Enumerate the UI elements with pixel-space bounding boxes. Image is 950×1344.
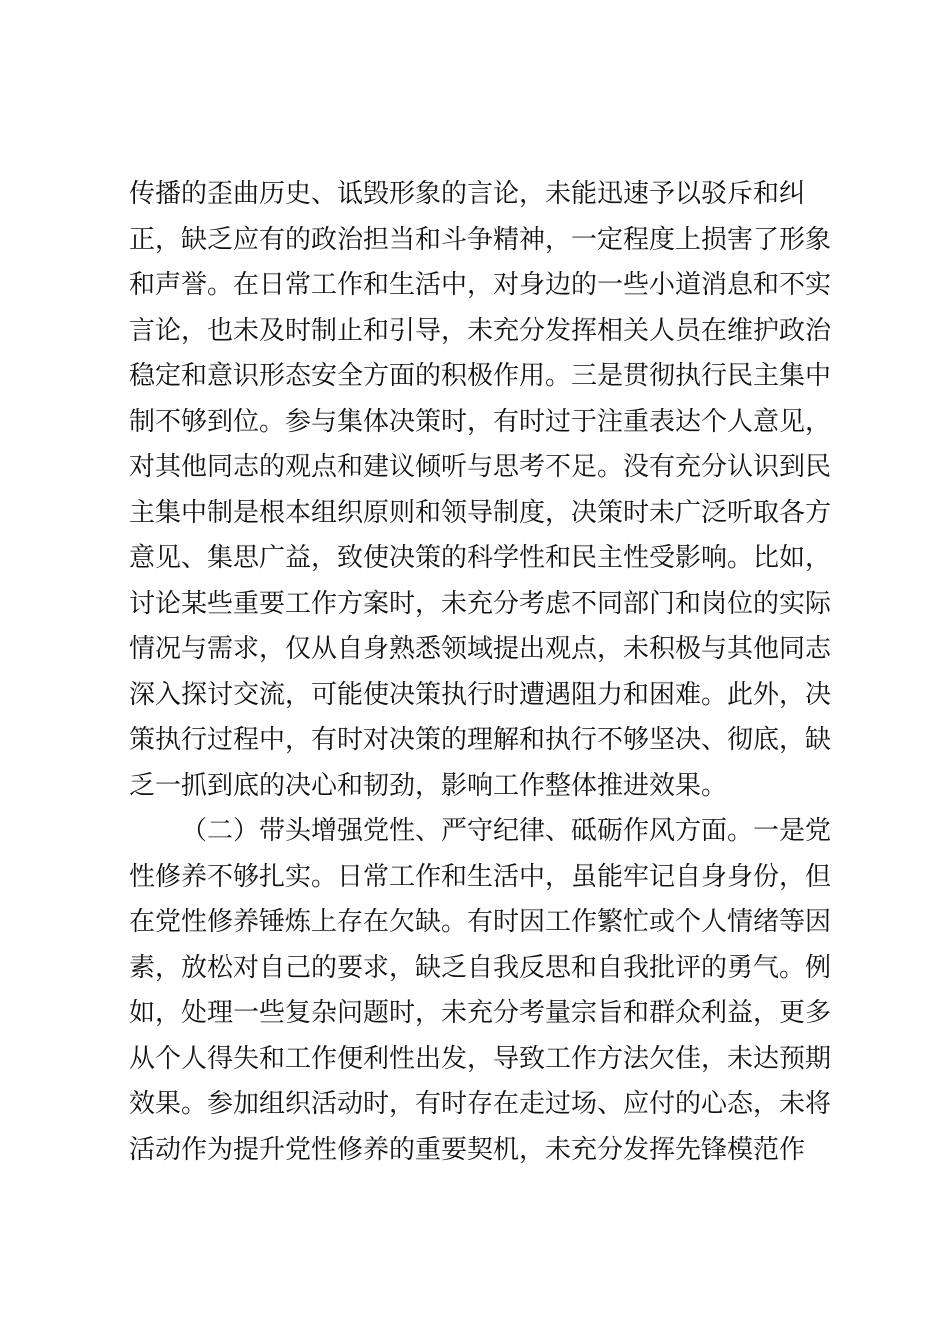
text-line-4: 言论，也未及时制止和引导，未充分发挥相关人员在维护政治 bbox=[129, 315, 832, 346]
text-line-14: 乏一抓到底的决心和韧劲，影响工作整体推进效果。 bbox=[129, 770, 728, 801]
text-line-13: 策执行过程中，有时对决策的理解和执行不够坚决、彻底，缺 bbox=[129, 725, 832, 755]
text-line-3: 和声誉。在日常工作和生活中，对身边的一些小道消息和不实 bbox=[129, 270, 832, 300]
text-line-1: 传播的歪曲历史、诋毁形象的言论，未能迅速予以驳斥和纠 bbox=[129, 179, 806, 209]
text-line-11: 情况与需求，仅从自身熟悉领域提出观点，未积极与其他同志 bbox=[129, 634, 832, 664]
text-line-2: 正，缺乏应有的政治担当和斗争精神，一定程度上损害了形象 bbox=[129, 224, 832, 255]
text-line-8: 主集中制是根本组织原则和领导制度，决策时未广泛听取各方 bbox=[129, 497, 832, 528]
text-line-22: 活动作为提升党性修养的重要契机，未充分发挥先锋模范作 bbox=[129, 1134, 806, 1165]
section-heading-line: （二）带头增强党性、严守纪律、砥砺作风方面。一是党 bbox=[181, 816, 832, 846]
text-line-20: 从个人得失和工作便利性出发，导致工作方法欠佳，未达预期 bbox=[129, 1043, 832, 1074]
text-line-12: 深入探讨交流，可能使决策执行时遭遇阻力和困难。此外，决 bbox=[129, 679, 832, 710]
text-line-21: 效果。参加组织活动时，有时存在走过场、应付的心态，未将 bbox=[129, 1089, 832, 1119]
text-line-16: 性修养不够扎实。日常工作和生活中，虽能牢记自身身份，但 bbox=[129, 861, 832, 892]
text-line-17: 在党性修养锤炼上存在欠缺。有时因工作繁忙或个人情绪等因 bbox=[129, 907, 832, 937]
text-line-10: 讨论某些重要工作方案时，未充分考虑不同部门和岗位的实际 bbox=[129, 588, 832, 619]
text-line-5: 稳定和意识形态安全方面的积极作用。三是贯彻执行民主集中 bbox=[129, 361, 832, 391]
text-line-9: 意见、集思广益，致使决策的科学性和民主性受影响。比如， bbox=[129, 543, 832, 573]
text-line-7: 对其他同志的观点和建议倾听与思考不足。没有充分认识到民 bbox=[129, 452, 832, 482]
body-text bbox=[129, 172, 832, 1173]
text-line-6: 制不够到位。参与集体决策时，有时过于注重表达个人意见， bbox=[129, 406, 832, 437]
text-line-18: 素，放松对自己的要求，缺乏自我反思和自我批评的勇气。例 bbox=[129, 952, 832, 983]
text-line-19: 如，处理一些复杂问题时，未充分考量宗旨和群众利益，更多 bbox=[129, 998, 832, 1028]
